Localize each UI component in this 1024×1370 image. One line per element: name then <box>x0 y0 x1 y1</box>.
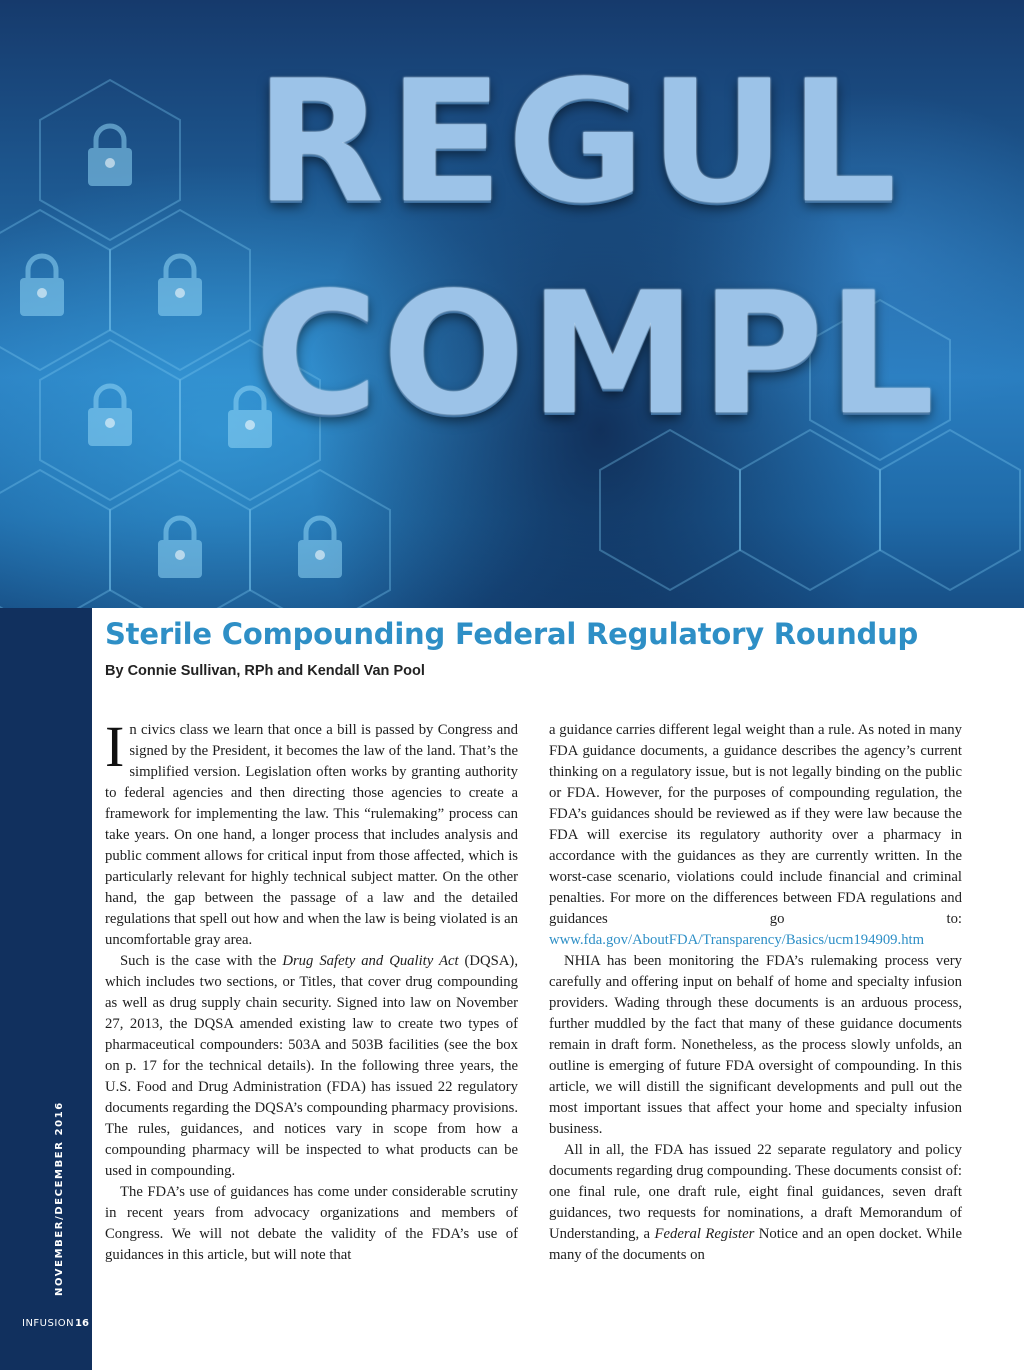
padlock-icon <box>88 126 132 186</box>
hero-image <box>0 0 1024 608</box>
padlock-icon <box>298 518 342 578</box>
article-column-right <box>549 720 962 1266</box>
paragraph: The FDA’s use of guidances has come under considerable scrutiny in recent years from advocacy organizations and members of Congress. We will not debate the validity of the FDA’s use of guidances in this article, but will note that <box>105 1184 518 1263</box>
hero-headline-line2: COMPL <box>255 256 939 452</box>
padlock-icon <box>20 256 64 316</box>
article-title: Sterile Compounding Federal Regulatory Roundup <box>105 617 919 651</box>
magazine-name: INFUSION <box>22 1318 75 1329</box>
article-column-left <box>105 714 518 1266</box>
padlock-icon <box>158 256 202 316</box>
paragraph: a guidance carries different legal weight than a rule. As noted in many FDA guidance documents, a guidance describes the agency’s current thinking on a regulatory issue, but is not legally binding on the public or FDA. However, for the purposes of compounding regulation, the FDA’s guidances should be reviewed as if they were law because the FDA will exercise its regulatory authority over a pharmacy in accordance with the guidances as they are currently written. In the worst-case scenario, violations could include financial and criminal penalties. For more on the differences between FDA regulations and guidances go to: www.fda.gov/AboutFDA/Transparency/Basics/ucm194909.htm <box>549 722 962 948</box>
issue-date: NOVEMBER/DECEMBER 2016 <box>54 1101 65 1296</box>
page-sidebar <box>0 608 92 1370</box>
article-byline: By Connie Sullivan, RPh and Kendall Van Pool <box>105 663 425 679</box>
fda-link[interactable]: www.fda.gov/AboutFDA/Transparency/Basics/ucm194909.htm <box>549 932 925 948</box>
paragraph: NHIA has been monitoring the FDA’s rulemaking process very carefully and offering input on behalf of home and specialty infusion providers. Wading through these documents is an arduous process, further muddled by the fact that many of these guidance documents remain in draft form. Nonetheless, as the process slowly unfolds, an outline is emerging of future FDA oversight of compounding. In this article, we will distill the significant developments and pull out the most important issues that affect your home and specialty infusion business. <box>549 953 962 1137</box>
hero-headline-line1: REGUL <box>255 44 901 240</box>
drop-cap: I <box>105 714 125 779</box>
padlock-icon <box>88 386 132 446</box>
page-number: 16 <box>75 1318 89 1329</box>
paragraph: All in all, the FDA has issued 22 separate regulatory and policy documents regarding drug compounding. These documents consist of: one final rule, one draft rule, eight final guidances, seven draft guidances, two requests for nominations, a draft Memorandum of Understanding, a Federal Register Notice and an open docket. While many of the documents on <box>549 1142 962 1263</box>
padlock-icon <box>158 518 202 578</box>
paragraph: Such is the case with the Drug Safety and Quality Act (DQSA), which includes two sections, or Titles, that cover drug compounding as well as drug supply chain security. Signed into law on November 27, 2013, the DQSA amended existing law to create two types of pharmaceutical compounders: 503A and 503B facilities (see the box on p. 17 for the technical details). In the following three years, the U.S. Food and Drug Administration (FDA) has issued 22 regulatory documents regarding the DQSA’s compounding pharmacy provisions. The rules, guidances, and notices vary in scope from how a compounding pharmacy will be inspected to what products can be used in compounding. <box>105 953 518 1179</box>
paragraph: In civics class we learn that once a bill is passed by Congress and signed by the President, it becomes the law of the land. That’s the simplified version. Legislation often works by granting authority to federal agencies and then directing those agencies to create a framework for implementing the law. This “rulemaking” process can take years. On one hand, a longer process that includes analysis and public comment allows for critical input from those affected, which is particularly relevant for highly technical subject matter. On the other hand, the gap between the passage of a law and the detailed regulations that spell out how and when the law is being violated is an uncomfortable gray area. <box>105 714 518 948</box>
